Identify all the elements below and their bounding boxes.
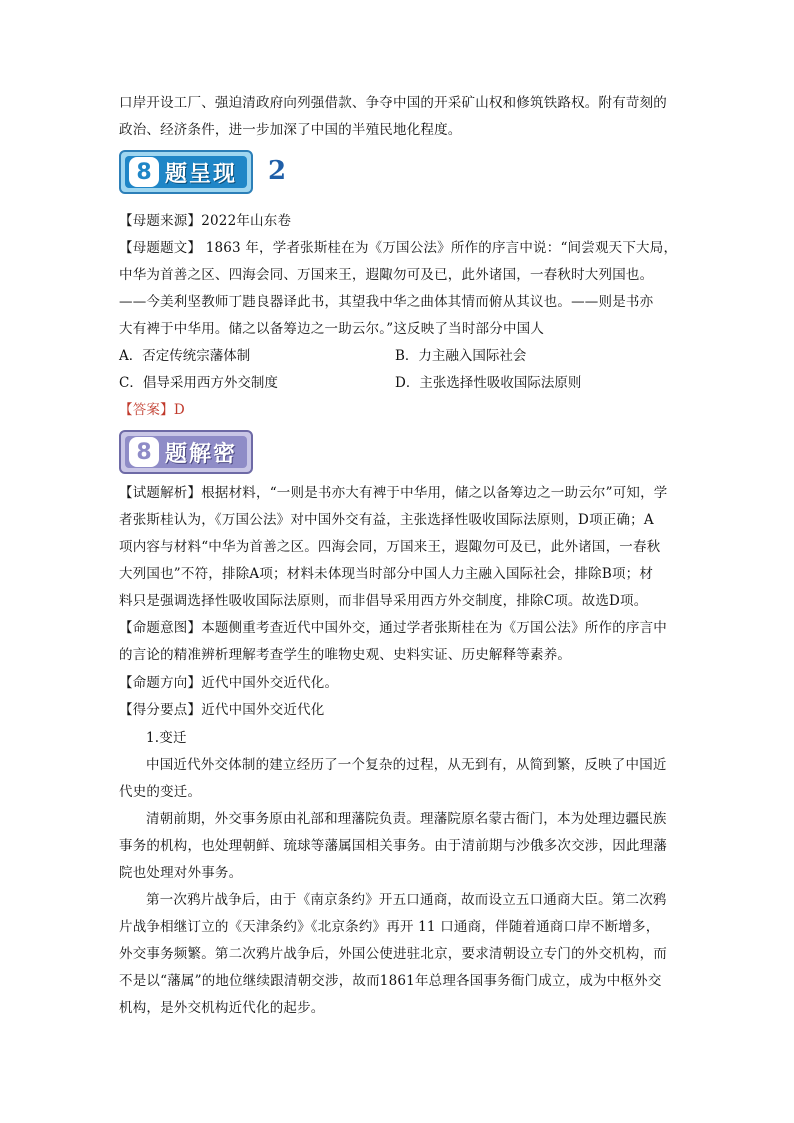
keypoints-label: 【得分要点】 bbox=[119, 702, 202, 718]
section-p3-line2: 片战争相继订立的《天津条约》《北京条约》再开 11 口通商，伴随着通商口岸不断增多， bbox=[119, 919, 660, 935]
question-source bbox=[119, 208, 679, 235]
badge-icon: 8 bbox=[129, 437, 159, 467]
analysis-line4: 大列国也”不符，排除A项；材料未体现当时部分中国人力主融入国际社会，排除B项；材 bbox=[119, 566, 654, 582]
badge-icon: 8 bbox=[129, 157, 159, 187]
section-p2-line3: 院也处理对外事务。 bbox=[119, 865, 243, 881]
option-d: D．主张选择性吸收国际法原则 bbox=[395, 375, 582, 391]
answer-options bbox=[119, 343, 679, 397]
option-b: B．力主融入国际社会 bbox=[395, 348, 527, 364]
intent-label: 【命题意图】 bbox=[119, 620, 202, 636]
section-p3-line3: 外交事务频繁。第二次鸦片战争后，外国公使进驻北京，要求清朝设立专门的外交机构，而 bbox=[119, 946, 667, 962]
section-p1-line1: 中国近代外交体制的建立经历了一个复杂的过程，从无到有，从简到繁，反映了中国近 bbox=[146, 757, 667, 773]
direction-label: 【命题方向】 bbox=[119, 675, 202, 691]
keypoints-line: 【得分要点】近代中国外交近代化 bbox=[119, 702, 325, 718]
intent-line1: 【命题意图】本题侧重考查近代中国外交，通过学者张斯桂在为《万国公法》所作的序言中 bbox=[119, 620, 668, 636]
answer-value: D bbox=[173, 402, 185, 418]
analysis-line5: 料只是强调选择性吸收国际法原则，而非倡导采用西方外交制度，排除C项。故选D项。 bbox=[119, 593, 648, 609]
analysis-line1: 【试题解析】根据材料，“一则是书亦大有裨于中华用，储之以备筹边之一助云尔”可知，学 bbox=[119, 485, 668, 501]
section-p2-line2: 事务的机构，也处理朝鲜、琉球等藩属国相关事务。由于清前期与沙俄多次交涉，因此理藩 bbox=[119, 838, 667, 854]
section-p3-line5: 机构，是外交机构近代化的起步。 bbox=[119, 1000, 325, 1016]
option-a: A．否定传统宗藩体制 bbox=[119, 348, 251, 364]
question-text-label: 【母题题文】 bbox=[119, 240, 202, 256]
intro-paragraph-line2: 政治、经济条件，进一步加深了中国的半殖民地化程度。 bbox=[119, 122, 462, 138]
question-text-line2: 中华为首善之区、四海会同、万国来王，遐陬勿可及已，此外诸国，一春秋时大列国也。 bbox=[119, 267, 654, 283]
analysis-label: 【试题解析】 bbox=[119, 485, 202, 501]
question-text-line1: 【母题题文】 1863 年，学者张斯桂在为《万国公法》所作的序言中说：“间尝观天下大局， bbox=[119, 240, 678, 256]
question-number: 2 bbox=[268, 156, 287, 186]
question-text-line4: 大有裨于中华用。储之以备筹边之一助云尔。”这反映了当时部分中国人 bbox=[119, 321, 545, 337]
section-p3-line1: 第一次鸦片战争后，由于《南京条约》开五口通商，故而设立五口通商大臣。第二次鸦 bbox=[146, 892, 667, 908]
banner-title: 题解密 bbox=[165, 441, 238, 467]
source-label: 【母题来源】 bbox=[119, 213, 202, 229]
banner-title: 题呈现 bbox=[165, 161, 238, 187]
question-text-line3: ——今美利坚教师丁韪良器译此书，其望我中华之曲体其情而俯从其议也。——则是书亦 bbox=[119, 294, 654, 310]
section-heading: 1.变迁 bbox=[146, 730, 187, 746]
answer-line bbox=[119, 397, 679, 424]
section-banner-question bbox=[119, 150, 253, 194]
source-value: 2022年山东卷 bbox=[201, 213, 292, 229]
answer-label: 【答案】 bbox=[119, 402, 174, 418]
intro-paragraph-line1: 口岸开设工厂、强迫清政府向列强借款、争夺中国的开采矿山权和修筑铁路权。附有苛刻的 bbox=[119, 95, 667, 111]
section-banner-solution bbox=[119, 430, 253, 474]
direction-line: 【命题方向】近代中国外交近代化。 bbox=[119, 675, 339, 691]
section-p1-line2: 代史的变迁。 bbox=[119, 784, 202, 800]
analysis-line3: 项内容与材料“中华为首善之区。四海会同，万国来王，遐陬勿可及已，此外诸国，一春秋 bbox=[119, 539, 661, 555]
analysis-line2: 者张斯桂认为，《万国公法》对中国外交有益，主张选择性吸收国际法原则，D项正确；A bbox=[119, 512, 654, 528]
section-p2-line1: 清朝前期，外交事务原由礼部和理藩院负责。理藩院原名蒙古衙门，本为处理边疆民族 bbox=[146, 811, 667, 827]
intent-line2: 的言论的精准辨析理解考查学生的唯物史观、史料实证、历史解释等素养。 bbox=[119, 647, 572, 663]
section-p3-line4: 不是以“藩属”的地位继续跟清朝交涉，故而1861年总理各国事务衙门成立，成为中枢外交 bbox=[119, 973, 662, 989]
option-c: C．倡导采用西方外交制度 bbox=[119, 375, 278, 391]
